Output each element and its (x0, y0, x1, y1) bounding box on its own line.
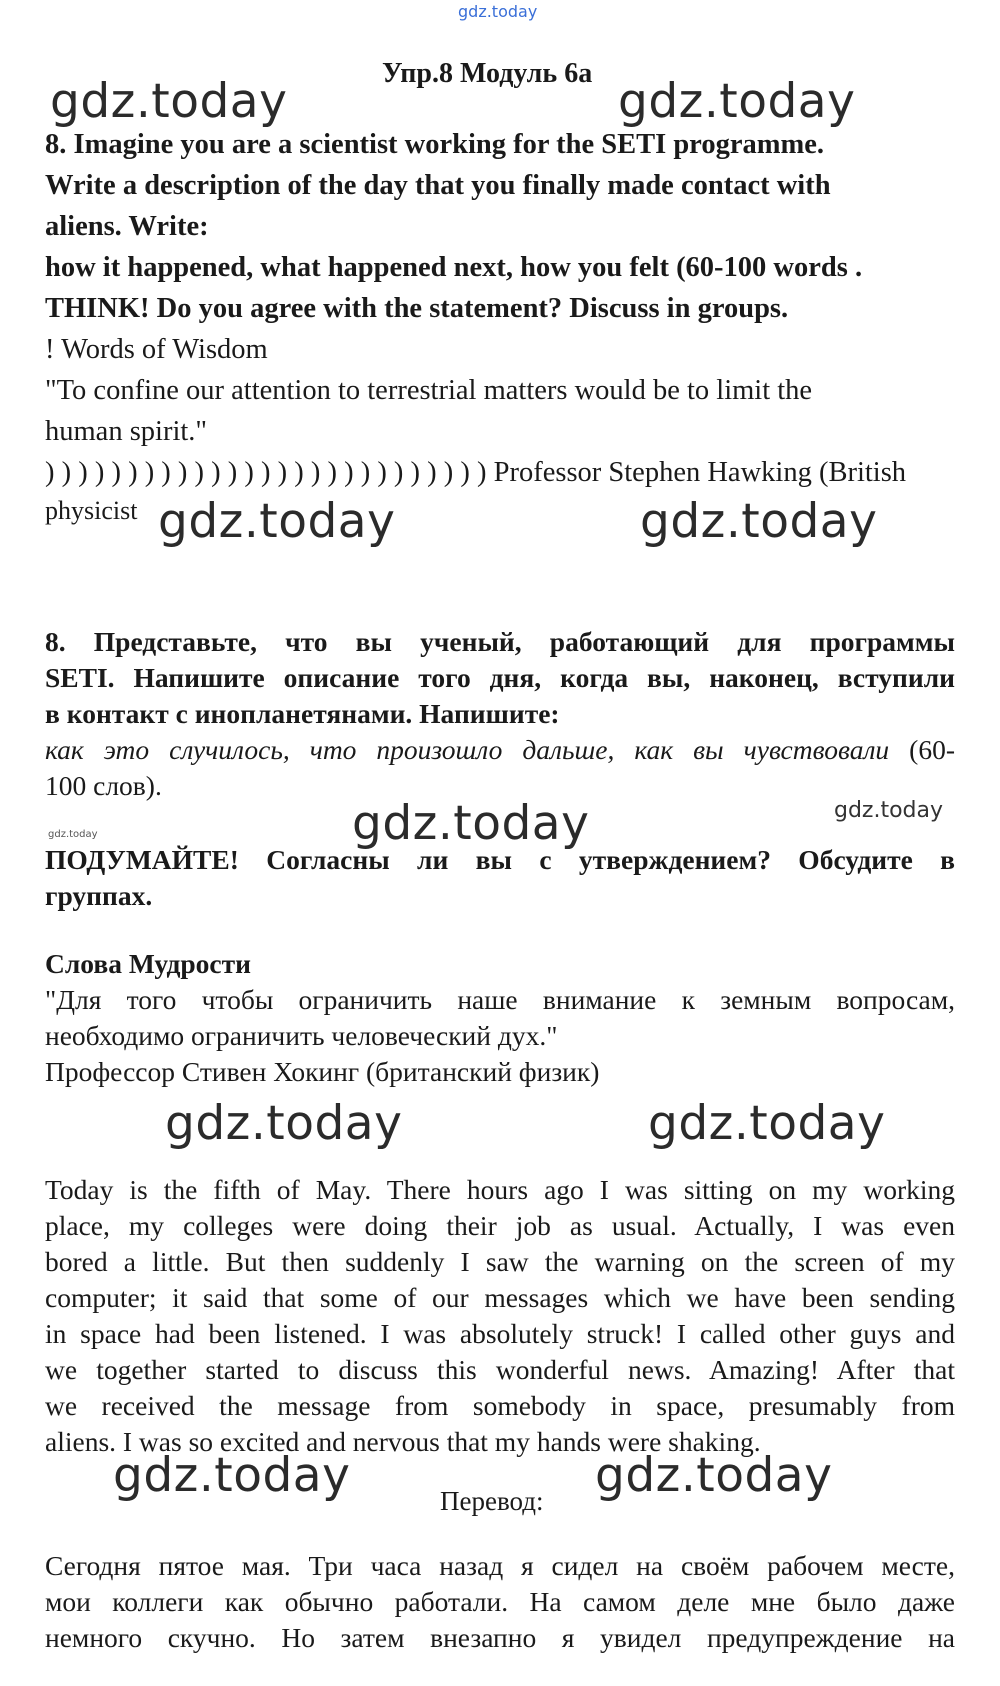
answer-en-line: we together started to discuss this wonderful news. Amazing! After that (45, 1354, 955, 1385)
task-en-line: THINK! Do you agree with the statement? Discuss in groups. (45, 293, 789, 324)
task-ru-italic: как это случилось, что произошло дальше, как вы чувствовали (45, 734, 890, 765)
task-ru-line: SETI. Напишите описание того дня, когда вы, наконец, вступили (45, 662, 955, 693)
quote-attribution-en: ) ) ) ) ) ) ) ) ) ) ) ) ) ) ) ) ) ) ) ) ) ) ) ) ) ) ) Professor Stephen Hawking (British (45, 457, 907, 488)
translation-line: мои коллеги как обычно работали. На самом деле мне было даже (45, 1586, 955, 1617)
quote-en: human spirit." (45, 416, 208, 447)
page-title: Упр.8 Модуль 6а (382, 58, 593, 89)
watermark-logo: gdz.today (352, 796, 590, 851)
watermark-logo-small: gdz.today (834, 798, 944, 823)
quote-ru: необходимо ограничить человеческий дух." (45, 1020, 558, 1051)
top-watermark: gdz.today (458, 2, 538, 21)
quote-attribution-ru: Профессор Стивен Хокинг (британский физик) (45, 1056, 600, 1087)
translation-line: немного скучно. Но затем внезапно я увидел предупреждение на (45, 1622, 955, 1653)
task-ru-words: (60- (889, 734, 955, 765)
task-en-line: Write a description of the day that you finally made contact with (45, 170, 831, 201)
answer-en-line: place, my colleges were doing their job as usual. Actually, I was even (45, 1210, 955, 1241)
answer-en-line: in space had been listened. I was absolutely struck! I called other guys and (45, 1318, 955, 1349)
task-en-line: 8. Imagine you are a scientist working for the SETI programme. (45, 129, 824, 160)
answer-en-line: computer; it said that some of our messages which we have been sending (45, 1282, 955, 1313)
watermark-logo: gdz.today (595, 1448, 833, 1503)
task-ru-line: в контакт с инопланетянами. Напишите: (45, 698, 560, 729)
quote-ru: "Для того чтобы ограничить наше внимание к земным вопросам, (45, 984, 955, 1015)
quote-en: "To confine our attention to terrestrial matters would be to limit the (45, 375, 813, 406)
wisdom-heading-en: ! Words of Wisdom (45, 334, 268, 365)
think-ru: ПОДУМАЙТЕ! Согласны ли вы с утверждением? Обсудите в (45, 844, 955, 875)
task-ru-line: 100 слов). (45, 770, 162, 801)
watermark-logo: gdz.today (618, 74, 856, 129)
watermark-logo: gdz.today (158, 494, 396, 549)
translation-label: Перевод: (440, 1486, 544, 1516)
answer-en-line: aliens. I was so excited and nervous that my hands were shaking. (45, 1426, 761, 1457)
translation-line: Сегодня пятое мая. Три часа назад я сидел на своём рабочем месте, (45, 1550, 955, 1581)
task-ru-line (45, 732, 955, 768)
watermark-logo-tiny: gdz.today (48, 829, 98, 840)
task-en-line: aliens. Write: (45, 211, 209, 242)
quote-attribution-en: physicist (45, 496, 138, 525)
answer-en-line: Today is the fifth of May. There hours ago I was sitting on my working (45, 1174, 955, 1205)
task-en-line: how it happened, what happened next, how you felt (60-100 words . (45, 252, 863, 283)
watermark-logo: gdz.today (648, 1096, 886, 1151)
watermark-logo: gdz.today (165, 1096, 403, 1151)
watermark-logo: gdz.today (640, 494, 878, 549)
watermark-logo: gdz.today (113, 1448, 351, 1503)
think-ru: группах. (45, 880, 153, 911)
watermark-logo: gdz.today (50, 74, 288, 129)
answer-en-line: we received the message from somebody in space, presumably from (45, 1390, 955, 1421)
answer-en-line: bored a little. But then suddenly I saw the warning on the screen of my (45, 1246, 955, 1277)
wisdom-heading-ru: Слова Мудрости (45, 948, 251, 979)
task-ru-line: 8. Представьте, что вы ученый, работающий для программы (45, 626, 955, 657)
